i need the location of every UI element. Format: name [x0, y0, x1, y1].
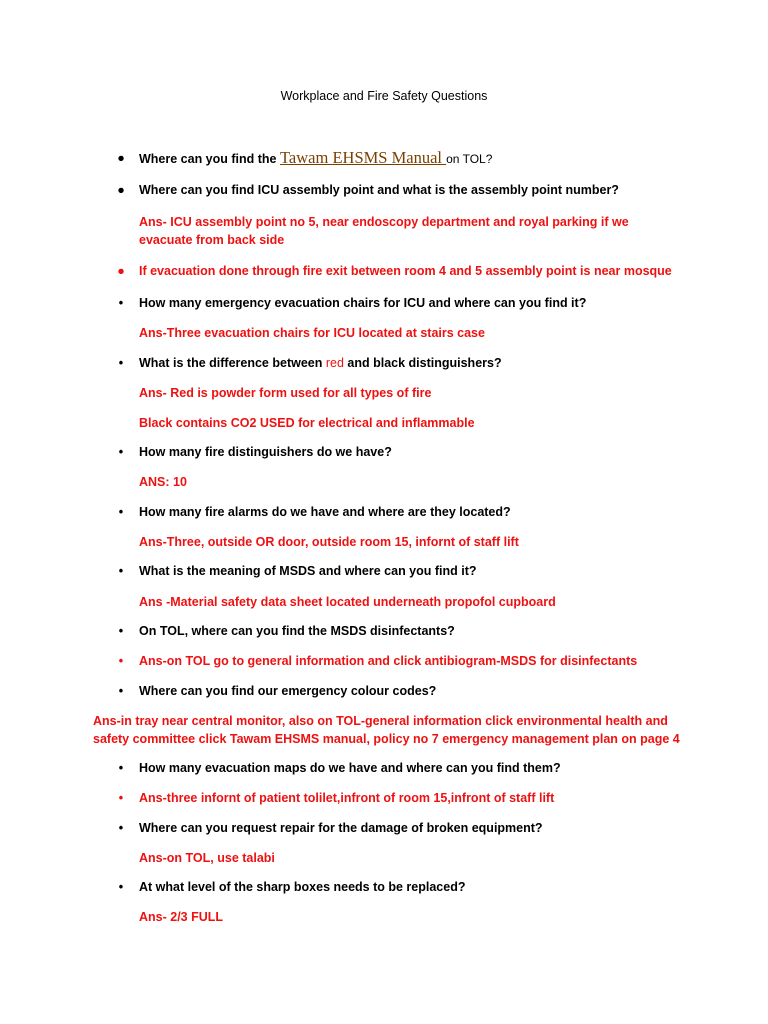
bullet: • — [118, 791, 124, 805]
question-1-suffix: on TOL? — [446, 152, 493, 166]
bullet: • — [118, 684, 124, 698]
question-1-text: Where can you find the — [139, 152, 280, 166]
question-5: How many fire distinguishers do we have? — [139, 445, 392, 459]
question-7: What is the meaning of MSDS and where can you find it? — [139, 564, 477, 578]
bullet: • — [118, 761, 124, 775]
bullet: ● — [117, 264, 125, 278]
question-4 — [139, 354, 679, 372]
answer-6: Ans-Three, outside OR door, outside room 15, infornt of staff lift — [139, 535, 519, 549]
answer-10: Ans-three infornt of patient tolilet,infront of room 15,infront of staff lift — [139, 791, 555, 805]
bullet: • — [118, 564, 124, 578]
question-3: How many emergency evacuation chairs for ICU and where can you find it? — [139, 296, 587, 310]
answer-5: ANS: 10 — [139, 475, 187, 489]
bullet: • — [118, 296, 124, 310]
bullet: • — [118, 654, 124, 668]
bullet: • — [118, 445, 124, 459]
answer-3: Ans-Three evacuation chairs for ICU located at stairs case — [139, 326, 485, 340]
tawam-ehsms-manual-link[interactable]: Tawam EHSMS Manual — [280, 148, 447, 167]
question-4-red-word: red — [325, 356, 344, 370]
answer-2b: If evacuation done through fire exit between room 4 and 5 assembly point is near mosque — [139, 264, 672, 278]
bullet: • — [118, 624, 124, 638]
question-8: On TOL, where can you find the MSDS disinfectants? — [139, 624, 455, 638]
question-10: How many evacuation maps do we have and where can you find them? — [139, 761, 561, 775]
answer-4: Ans- Red is powder form used for all types of fire — [139, 386, 432, 400]
answer-11: Ans-on TOL, use talabi — [139, 851, 275, 865]
question-1 — [139, 149, 679, 168]
bullet: ● — [117, 183, 125, 197]
question-11: Where can you request repair for the damage of broken equipment? — [139, 821, 543, 835]
bullet: • — [118, 505, 124, 519]
question-4-text-end: and black distinguishers? — [343, 356, 502, 370]
question-12: At what level of the sharp boxes needs to be replaced? — [139, 880, 466, 894]
answer-12: Ans- 2/3 FULL — [139, 910, 224, 924]
page-title: Workplace and Fire Safety Questions — [280, 89, 488, 103]
answer-9: Ans-in tray near central monitor, also on TOL-general information click environmental health and safety committee click Tawam EHSMS manual, policy no 7 emergency management plan on page 4 — [93, 714, 680, 746]
answer-8: Ans-on TOL go to general information and click antibiogram-MSDS for disinfectants — [139, 654, 638, 668]
bullet: • — [118, 821, 124, 835]
answer-7: Ans -Material safety data sheet located underneath propofol cupboard — [139, 595, 556, 609]
bullet: • — [118, 356, 124, 370]
question-9: Where can you find our emergency colour codes? — [139, 684, 437, 698]
answer-2: Ans- ICU assembly point no 5, near endoscopy department and royal parking if we evacuate from back side — [139, 215, 629, 247]
answer-4b: Black contains CO2 USED for electrical and inflammable — [139, 416, 475, 430]
question-4-text: What is the difference between — [139, 356, 326, 370]
question-2: Where can you find ICU assembly point and what is the assembly point number? — [139, 183, 619, 197]
question-6: How many fire alarms do we have and where are they located? — [139, 505, 511, 519]
bullet: • — [118, 880, 124, 894]
bullet: ● — [117, 151, 125, 165]
